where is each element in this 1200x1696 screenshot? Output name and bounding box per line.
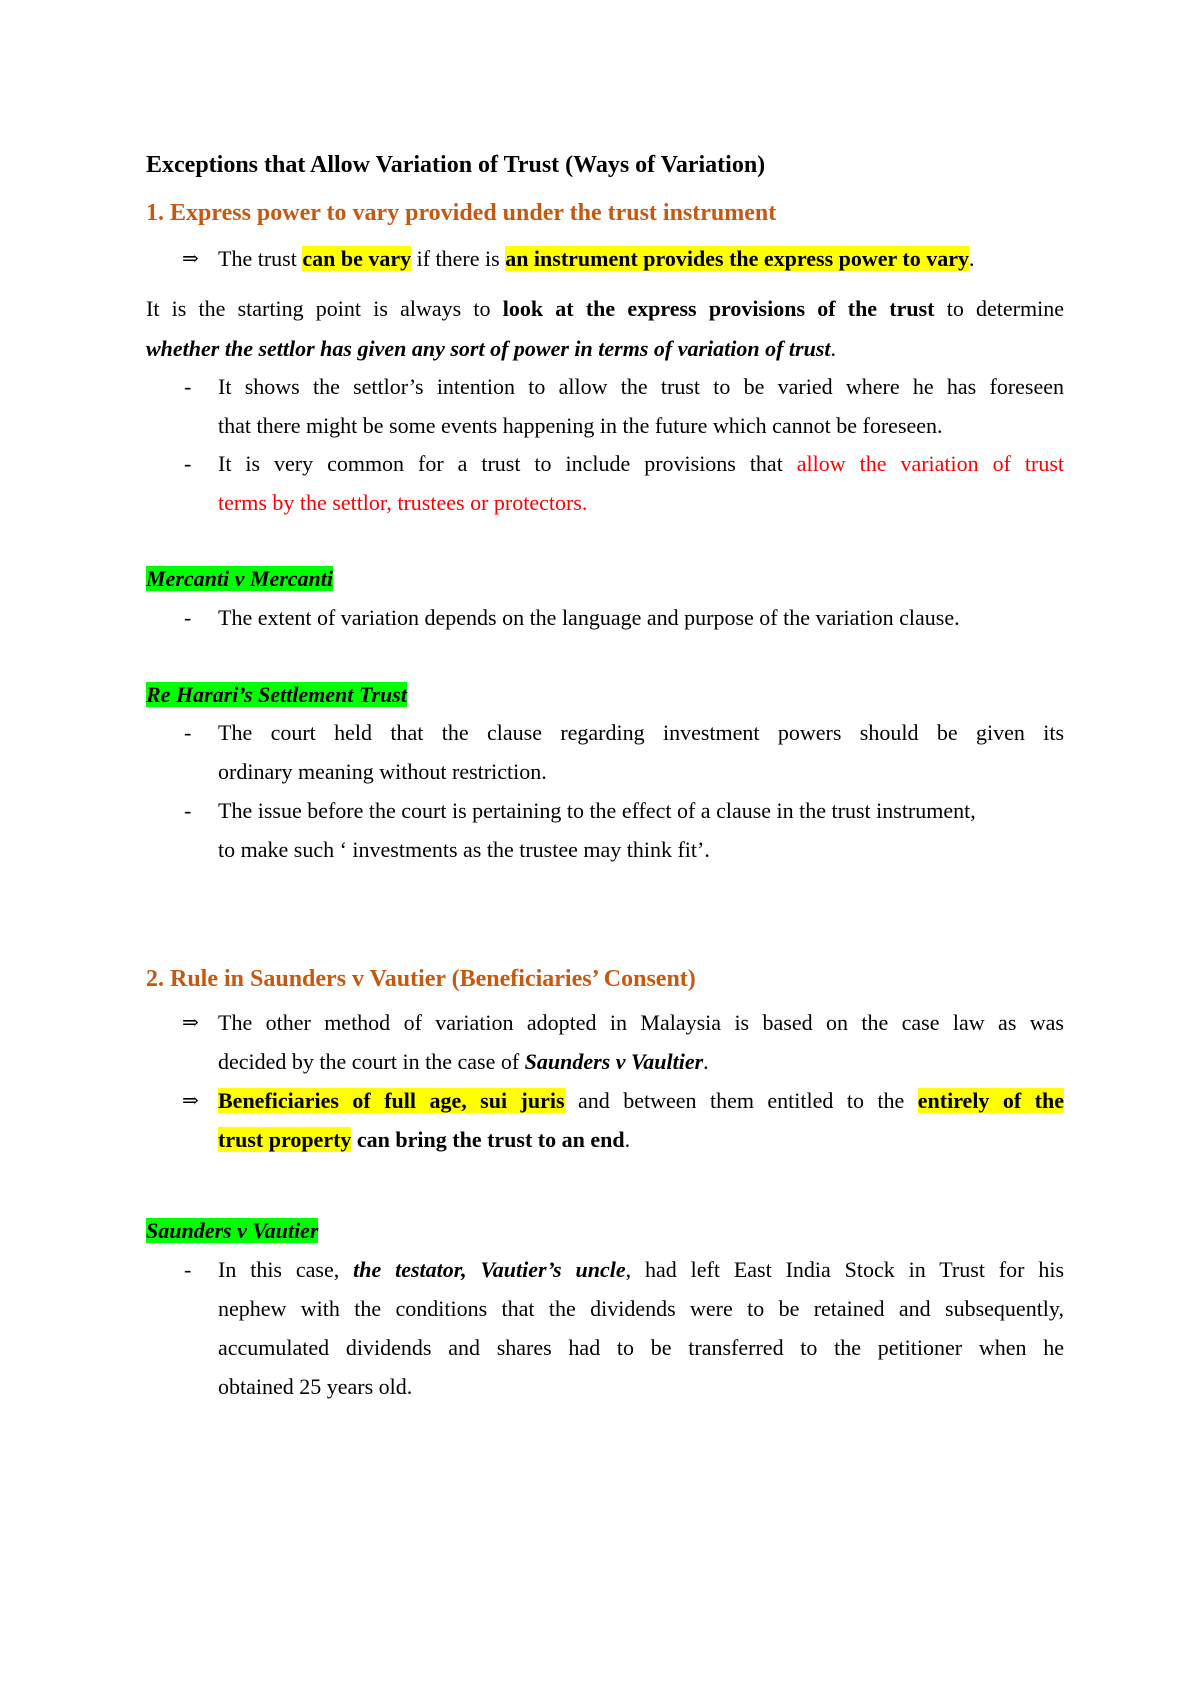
dash-bullet: -: [184, 798, 192, 823]
dash-bullet: -: [184, 605, 192, 630]
section-2-heading: 2. Rule in Saunders v Vautier (Beneficiaries’ Consent): [146, 966, 696, 992]
highlight-text: an instrument provides the express power to vary: [505, 246, 970, 271]
case-name: Saunders v Vautier: [146, 1218, 319, 1243]
paragraph-line: whether the settlor has given any sort of power in terms of variation of trust.: [146, 336, 837, 361]
highlight-text: Beneficiaries of full age, sui juris: [218, 1088, 565, 1113]
case-name: Mercanti v Mercanti: [146, 566, 333, 591]
dash-bullet: -: [184, 1257, 192, 1282]
paragraph-line: It is the starting point is always to look at the express provisions of the trust to determine: [146, 296, 1064, 321]
case-name: Re Harari’s Settlement Trust: [146, 682, 407, 707]
page-title: Exceptions that Allow Variation of Trust (Ways of Variation): [146, 152, 766, 178]
section-1-heading: 1. Express power to vary provided under the trust instrument: [146, 200, 777, 226]
arrow-bullet-icon: ⇒: [182, 1012, 199, 1034]
dash-bullet: -: [184, 374, 192, 399]
highlight-text: trust property: [218, 1127, 352, 1152]
dash-bullet: -: [184, 451, 192, 476]
dash-bullet: -: [184, 720, 192, 745]
highlight-text: can be vary: [302, 246, 412, 271]
arrow-bullet-icon: ⇒: [182, 248, 199, 270]
arrow-bullet-icon: ⇒: [182, 1090, 199, 1112]
highlight-text: entirely of the: [917, 1088, 1064, 1113]
